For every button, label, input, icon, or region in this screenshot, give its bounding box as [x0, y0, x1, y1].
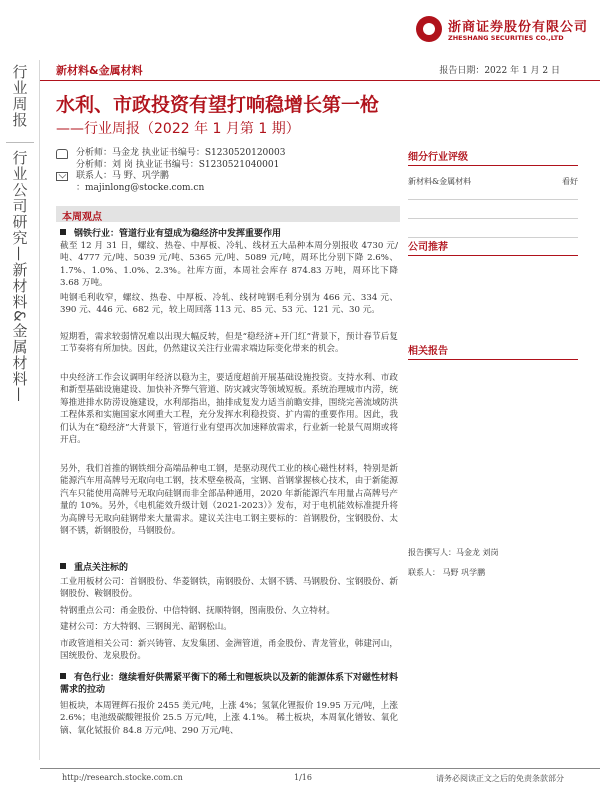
contact-email[interactable]: ：majinlong@stocke.com.cn	[76, 182, 205, 193]
bullet-focus: 重点关注标的	[60, 560, 128, 573]
focus-item: 工业用板材公司：首钢股份、华菱钢铁，南钢股份、太钢不锈、马钢股份、宝钢股份、新钢股份、鞍钢股份。	[60, 577, 398, 600]
footer-divider	[40, 768, 600, 769]
report-contacts: 联系人： 马野 巩学鹏	[408, 568, 486, 577]
analyst-block	[56, 148, 396, 194]
rating-rule	[408, 218, 578, 219]
report-authors: 报告撰写人：马金龙 刘岗	[408, 548, 499, 557]
page-number: 1/16	[294, 773, 312, 782]
company-heading: 公司推荐	[408, 238, 578, 256]
mail-icon	[56, 172, 68, 181]
vertical-sidebar	[0, 60, 40, 760]
logo-emblem-icon	[416, 16, 442, 42]
paragraph-pipeline: 中央经济工作会议调明年经济以稳为主，要适度超前开展基础设施投资。支持水利、市政和新型基础设施建设、加快补齐弊气管道、防灾减灾等领域短板。系统治理城市内涝，统筹推进排水防涝设施建设，水利部指出，抽排成复发力适当前瞻安排，围绕完善流域防洪工程体系和实施国家水网重大工程，充分发挥水利稳投资、扩内需的重要作用。因此，我们认为在“稳经济”大背景下，管道行业有望再次加速释放需求，行业新一轮景气周期或将开启。	[60, 373, 398, 446]
report-title: 水利、市政投资有望打响稳增长第一枪	[56, 94, 380, 116]
bullet-steel: 钢铁行业：管道行业有望成为稳经济中发挥重要作用	[60, 226, 281, 239]
rating-value: 看好	[562, 177, 578, 186]
analyst-2: 分析师：刘 岗 执业证书编号：S1230521040001	[76, 159, 280, 170]
footer-url[interactable]: http://research.stocke.com.cn	[62, 773, 183, 782]
paragraph-lithium-rare-earth: 钽板块，本周锂辉石报价 2455 美元/吨，上涨 4%；氢氧化锂报价 19.95 万元/吨，上涨 2.6%；电池级碳酸锂报价 25.5 万元/吨，上涨 4.1%。 稀土板块，本周氧化镨钕、氧化镝、氧化铽报价 84.8 万元/吨、290 万元/吨、	[60, 701, 398, 736]
report-subtitle: ——行业周报（2022 年 1 月第 1 期）	[56, 121, 300, 137]
phone-icon	[56, 149, 68, 159]
header-divider	[40, 80, 600, 81]
analyst-1: 分析师：马金龙 执业证书编号：S1230520120003	[76, 148, 286, 158]
bullet-nonferrous: 有色行业：继续看好供需紧平衡下的稀土和锂板块以及新的能源体系下对磁性材料需求的拉动	[60, 673, 399, 695]
logo-name-cn: 浙商证券股份有限公司	[448, 20, 589, 35]
focus-item: 市政管道相关公司：新兴铸管、友发集团、金洲管道，甬金股份、青龙管业，韩建河山，国统股份、龙泉股份。	[60, 638, 398, 662]
related-heading: 相关报告	[408, 342, 578, 360]
paragraph-steel-prices: 截至 12 月 31 日，螺纹、热卷、中厚板、冷轧、线材五大品种本周分别报收 4730 元/吨、4777 元/吨、5039 元/吨、5365 元/吨、5089 元/吨，周环比分别下降 2.6%、1.7%、1.0%、1.0%、2.3%。社库方面，本周社会库存 874.83 万吨，周环比下降 3.68 万吨。	[60, 241, 398, 289]
report-date: 报告日期：2022 年 1 月 2 日	[439, 66, 560, 76]
sidebar-research-sector: 行业公司研究—新材料&金属材料—	[10, 150, 29, 403]
footer-disclaimer: 请务必阅读正文之后的免责条款部分	[436, 774, 564, 783]
focus-item: 建材公司：方大特钢、三钢闽光、韶钢松山。	[60, 622, 232, 633]
bullet-square-icon	[60, 673, 66, 679]
rating-heading: 细分行业评级	[408, 148, 578, 166]
focus-item: 特钢重点公司：甬金股份、中信特钢、抚顺特钢，图南股份、久立特材。	[60, 605, 336, 616]
rating-rule	[408, 199, 578, 200]
company-panel	[408, 238, 578, 256]
section-header	[56, 206, 400, 222]
category-label: 新材料&金属材料	[56, 64, 143, 77]
rating-panel	[408, 148, 578, 238]
bullet-square-icon	[60, 229, 66, 235]
section-title: 本周观点	[62, 212, 102, 223]
sidebar-divider	[6, 142, 34, 143]
related-panel	[408, 342, 578, 360]
paragraph-electrical-steel: 另外，我们首推的钢铁细分高端品种电工钢，是驱动现代工业的核心磁性材料，特别是新能源汽车用高牌号无取向电工钢，技术壁垒极高，宝钢、首钢掌握核心技术，由于新能源汽车只能使用高牌号无取向硅钢而非全部品种通用，2020 年新能源汽车用量占高牌号产量的 10%。另外，《电机能效升级计划（2021-2023）》发布，对于电机能效标准提升将为高牌号无取向硅钢带来大量需求。建议关注电工钢主要标的：首钢股份，宝钢股份、太钢不锈，新钢股份，马钢股份。	[60, 464, 398, 537]
paragraph-steel-margins: 吨钢毛利收窄，螺纹、热卷、中厚板、冷轧、线材吨钢毛利分别为 466 元、334 元、390 元、446 元、682 元，较上周回落 113 元、85 元、53 元、121 元、30 元。	[60, 293, 398, 316]
rating-row	[408, 176, 578, 187]
sidebar-report-type: 行业周报	[10, 64, 29, 128]
company-logo	[416, 14, 594, 48]
rating-sector: 新材料&金属材料	[408, 177, 472, 186]
focus-list	[60, 576, 398, 662]
bullet-square-icon	[60, 563, 66, 569]
paragraph-short-term: 短期看，需求较弱情况难以出现大幅反转，但是“稳经济+开门红”背景下，预计春节后复工节奏将有所加快。因此，仍然建议关注行业需求端边际变化带来的机会。	[60, 332, 398, 355]
author-panel	[408, 546, 578, 580]
logo-name-en: ZHESHANG SECURITIES CO.,LTD	[448, 34, 564, 42]
contact-persons: 联系人：马 野、巩学鹏	[76, 171, 169, 181]
